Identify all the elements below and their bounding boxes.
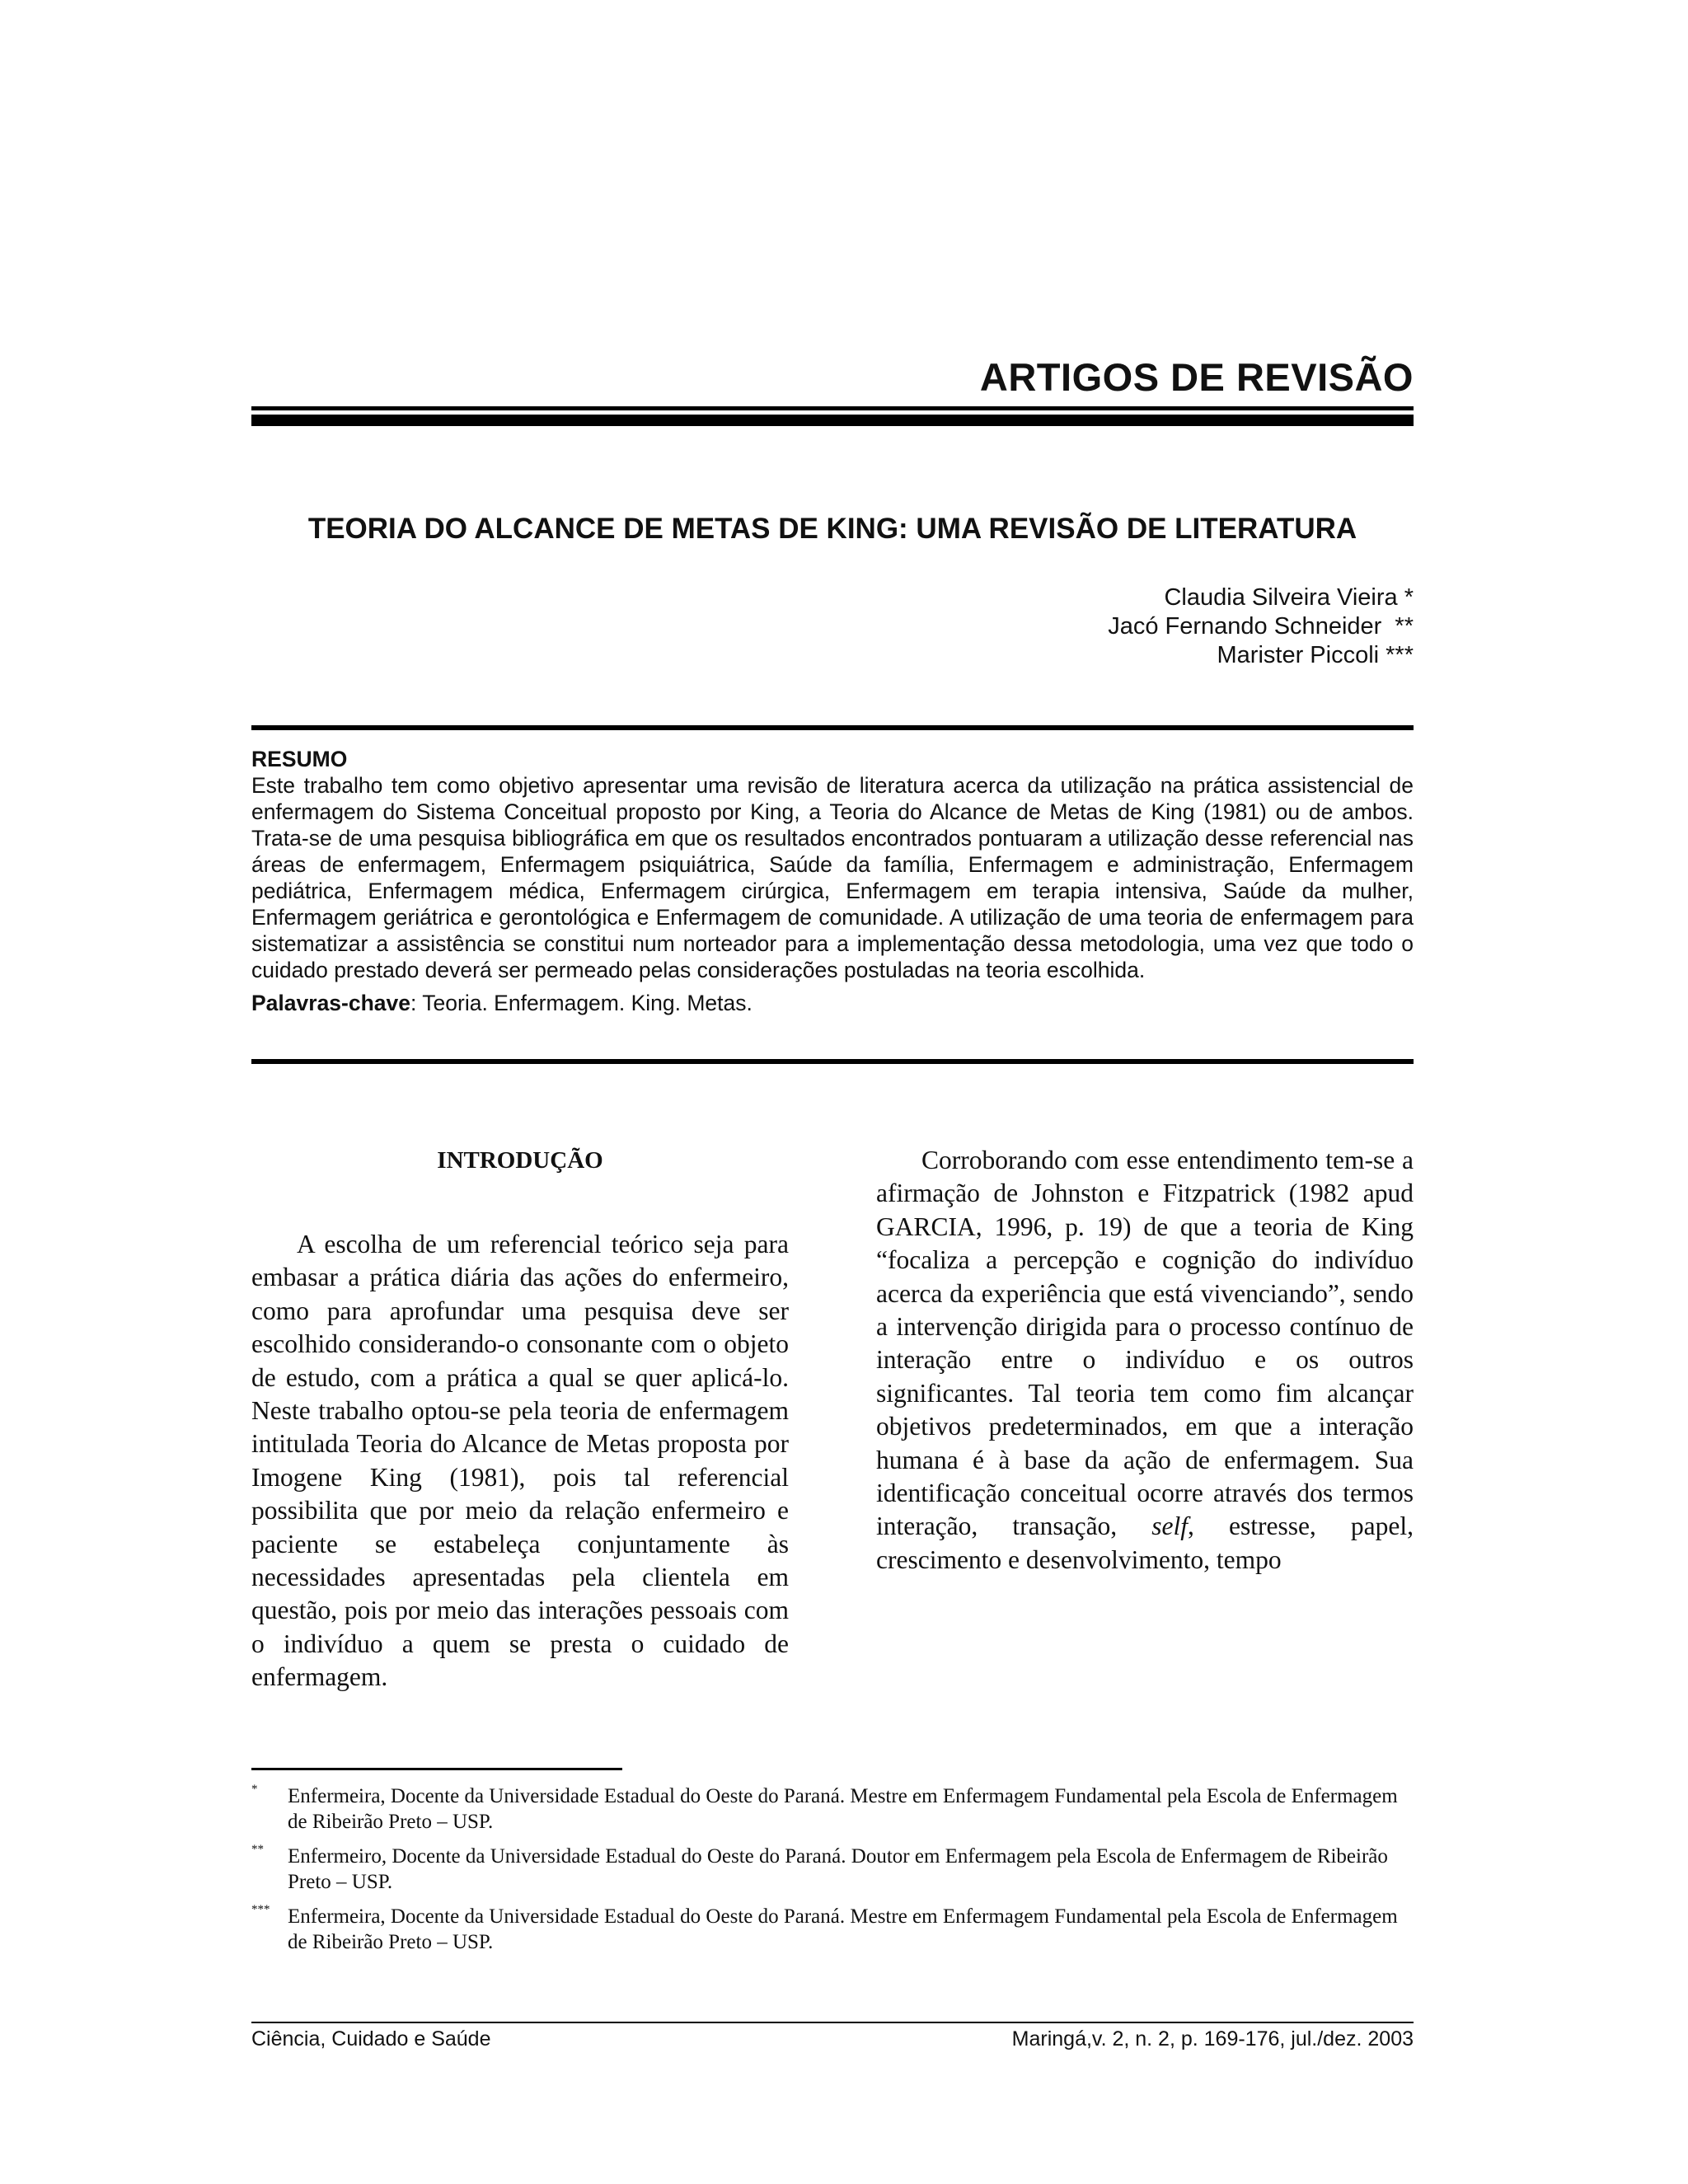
abstract-block [251,746,1414,1016]
section-heading: ARTIGOS DE REVISÃO [979,355,1414,399]
footnote-mark: * [251,1783,258,1796]
footer-citation: Maringá,v. 2, n. 2, p. 169-176, jul./dez. 2003 [1011,2027,1414,2050]
abstract-text: Este trabalho tem como objetivo apresentar uma revisão de literatura acerca da utilização na prática assistencial de enfermagem do Sistema Conceitual proposto por King, a Teoria do Alcance de Metas de King (1981) ou de ambos. Trata-se de uma pesquisa bibliográfica em que os resultados encontrados pontuaram a utilização desse referencial nas áreas de enfermagem, Enfermagem psiquiátrica, Saúde da família, Enfermagem e administração, Enfermagem pediátrica, Enfermagem médica, Enfermagem cirúrgica, Enfermagem em terapia intensiva, Saúde da mulher, Enfermagem geriátrica e gerontológica e Enfermagem de comunidade. A utilização de uma teoria de enfermagem para sistematizar a assistência se constitui num norteador para a implementação dessa metodologia, uma vez que todo o cuidado prestado deverá ser permeado pelas considerações postuladas na teoria escolhida. [251,773,1414,982]
footnotes [251,1783,1414,1964]
footer-rule [251,2022,1414,2023]
footnote-text: Enfermeira, Docente da Universidade Estadual do Oeste do Paraná. Mestre em Enfermagem Fundamental pela Escola de Enfermagem de Ribeirão Preto – USP. [288,1905,1398,1953]
author-name: Jacó Fernando Schneider ** [1108,613,1414,640]
header-rule-thick [251,415,1414,426]
abstract-rule-bottom [251,1059,1414,1064]
footnote-separator [251,1768,622,1770]
right-column [876,1144,1414,1577]
keywords [251,990,1414,1016]
introduction-paragraph: A escolha de um referencial teórico seja para embasar a prática diária das ações do enfermeiro, como para aprofundar uma pesquisa deve ser escolhido considerando-o consonante com o objeto de estudo, com a prática a qual se quer aplicá-lo. Neste trabalho optou-se pela teoria de enfermagem intitulada Teoria do Alcance de Metas proposta por Imogene King (1981), pois tal referencial possibilita que por meio da relação enfermeiro e paciente se estabeleça conjuntamente às necessidades apresentadas pela clientela em questão, pois por meio das interações pessoais com o indivíduo a quem se presta o cuidado de enfermagem. [251,1230,789,1692]
article-title: TEORIA DO ALCANCE DE METAS DE KING: UMA REVISÃO DE LITERATURA [307,513,1357,545]
abstract-rule-top [251,725,1414,730]
paragraph-text: Corroborando com esse entendimento tem-se a afirmação de Johnston e Fitzpatrick (1982 apud GARCIA, 1996, p. 19) de que a teoria de King “focaliza a percepção e cognição do indivíduo acerca da experiência que está vivenciando”, sendo a intervenção dirigida para o processo contínuo de interação entre o indivíduo e os outros significantes. Tal teoria tem como fim alcançar objetivos predeterminados, em que a interação humana é à base da ação de enfermagem. Sua identificação conceitual ocorre através dos termos interação, transação, [876,1146,1414,1541]
author-name: Marister Piccoli *** [1217,642,1414,668]
footnote [251,1904,1414,1955]
author-name: Claudia Silveira Vieira * [1164,584,1414,611]
keywords-list: : Teoria. Enfermagem. King. Metas. [410,991,753,1015]
footnote-mark: *** [251,1903,270,1916]
footnote-text: Enfermeiro, Docente da Universidade Estadual do Oeste do Paraná. Doutor em Enfermagem pela Escola de Enfermagem de Ribeirão Preto – USP. [288,1845,1388,1893]
right-column-paragraph [876,1144,1414,1577]
footnote [251,1783,1414,1835]
footnote-mark: ** [251,1843,264,1856]
abstract-heading: RESUMO [251,747,348,771]
header-rule-thin [251,406,1414,410]
footer-journal: Ciência, Cuidado e Saúde [251,2027,491,2050]
introduction-heading: INTRODUÇÃO [437,1147,603,1174]
footnote [251,1844,1414,1895]
paragraph-text: , estresse, papel, crescimento e desenvolvimento, tempo [876,1511,1414,1574]
italic-term: self [1151,1511,1189,1541]
footnote-text: Enfermeira, Docente da Universidade Estadual do Oeste do Paraná. Mestre em Enfermagem Fundamental pela Escola de Enfermagem de Ribeirão Preto – USP. [288,1785,1398,1833]
left-column [251,1144,789,1694]
keywords-label: Palavras-chave [251,991,411,1015]
author-list [1108,583,1414,670]
